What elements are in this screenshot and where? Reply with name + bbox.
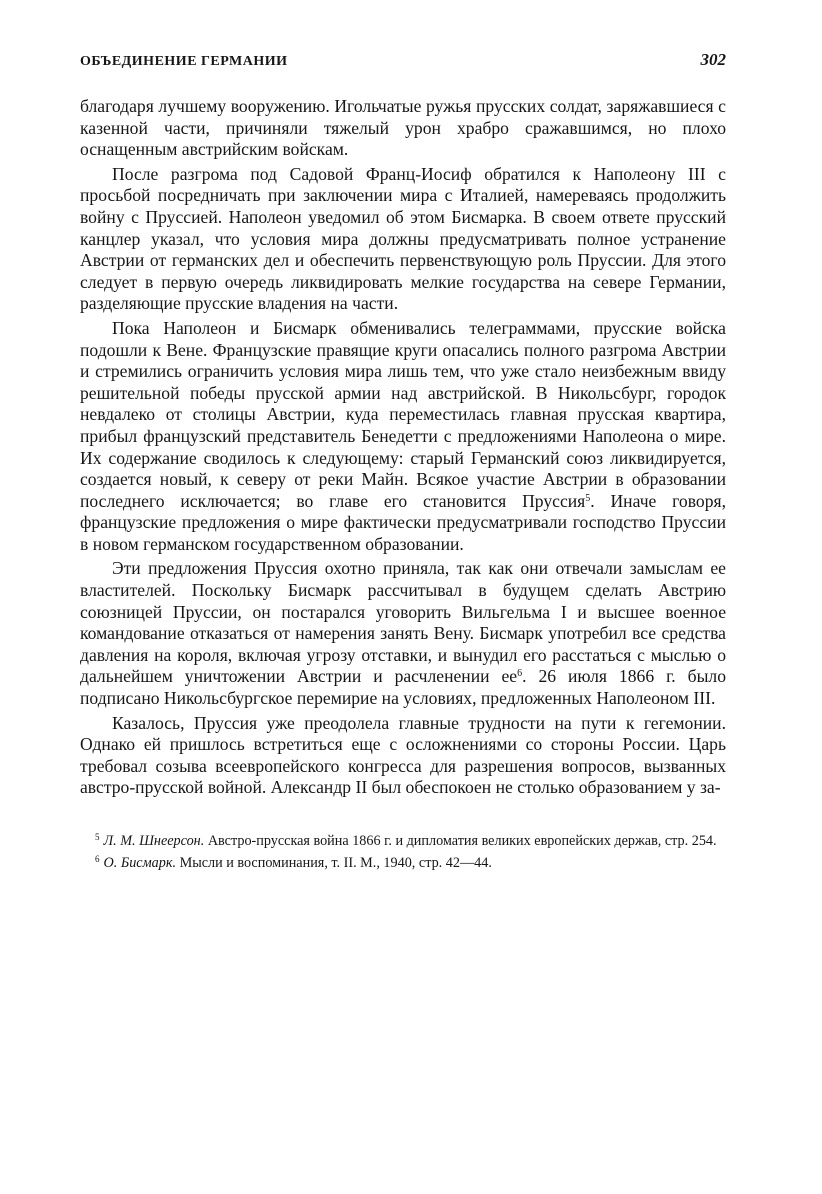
footnote-ref-6: 6 xyxy=(517,668,523,680)
paragraph-3-text: Пока Наполеон и Бисмарк обменивались телеграммами, прусские войска подошли к Вене. Французские правящие круги опасались полного разгрома Австрии и стремились ограничить условия мира лишь тем, что уже стало неизбежным ввиду решительной победы прусской армии над австрийской. В Никольсбург, городок невдалеко от столицы Австрии, куда переместилась главная прусская квартира, прибыл французский представитель Бенедетти с предложениями Наполеона о мире. Их содержание сводилось к следующему: старый Германский союз ликвидируется, создается новый, к северу от реки Майн. Всякое участие Австрии в образовании последнего исключается; во главе его становится Пруссия xyxy=(80,317,726,511)
footnote-text: Австро-прусская война 1866 г. и дипломатия великих европейских держав, стр. 254. xyxy=(204,833,717,849)
paragraph-2: После разгрома под Садовой Франц-Иосиф обратился к Наполеону III с просьбой посредничать при заключении мира с Италией, намереваясь продолжить войну с Пруссией. Наполеон уведомил об этом Бисмарка. В своем ответе прусский канцлер указал, что условия мира должны предусматривать полное устранение Австрии от германских дел и обеспечить первенствующую роль Пруссии. Для этого следует в первую очередь ликвидировать мелкие государства на севере Германии, разделяющие прусские владения на части. xyxy=(80,163,726,314)
paragraph-3-text-end: . Иначе говоря, французские предложения о мире фактически предусматривали господство Пруссии в новом германском государственном образовании. xyxy=(80,490,726,554)
footnote-6 xyxy=(88,851,726,873)
footnotes xyxy=(80,829,726,872)
footnote-text: Мысли и воспоминания, т. II. М., 1940, стр. 42—44. xyxy=(176,854,492,871)
footnote-mark: 5 xyxy=(95,832,100,842)
footnote-author: Л. М. Шнеерсон. xyxy=(103,833,205,849)
paragraph-4-text-end: . 26 июля 1866 г. было подписано Никольсбургское перемирие на условиях, предложенных Наполеоном III. xyxy=(80,666,726,709)
paragraph-3 xyxy=(80,318,726,556)
footnote-ref-5: 5 xyxy=(585,492,591,504)
paragraph-4-text: Эти предложения Пруссия охотно приняла, так как они отвечали замыслам ее властителей. Поскольку Бисмарк рассчитывал в будущем сделать Австрию союзницей Пруссии, он постарался уговорить Вильгельма I и высшее военное командование отказаться от намерения занять Вену. Бисмарк употребил все средства давления на короля, включая угрозу отставки, и вынудил его расстаться с мыслью о дальнейшем уничтожении Австрии и расчленении ее xyxy=(80,558,726,687)
paragraph-5: Казалось, Пруссия уже преодолела главные трудности на пути к гегемонии. Однако ей пришлось встретиться еще с осложнениями со стороны России. Царь требовал созыва всеевропейского конгресса для разрешения вопросов, вызванных австро-прусской войной. Александр II был обеспокоен не столько образованием у за- xyxy=(80,712,726,798)
footnote-5 xyxy=(88,829,726,851)
paragraph-1: благодаря лучшему вооружению. Игольчатые ружья прусских солдат, заряжавшиеся с казенной части, причиняли тяжелый урон храбро сражавшимся, но плохо оснащенным австрийским войскам. xyxy=(80,96,726,160)
page-number: 302 xyxy=(700,50,726,69)
book-page xyxy=(80,50,726,872)
page-header xyxy=(80,50,726,76)
body-text xyxy=(80,96,726,799)
running-head: ОБЪЕДИНЕНИЕ ГЕРМАНИИ xyxy=(80,54,288,69)
paragraph-4 xyxy=(80,558,726,709)
footnote-author: О. Бисмарк. xyxy=(103,854,177,871)
footnote-mark: 6 xyxy=(95,853,100,864)
